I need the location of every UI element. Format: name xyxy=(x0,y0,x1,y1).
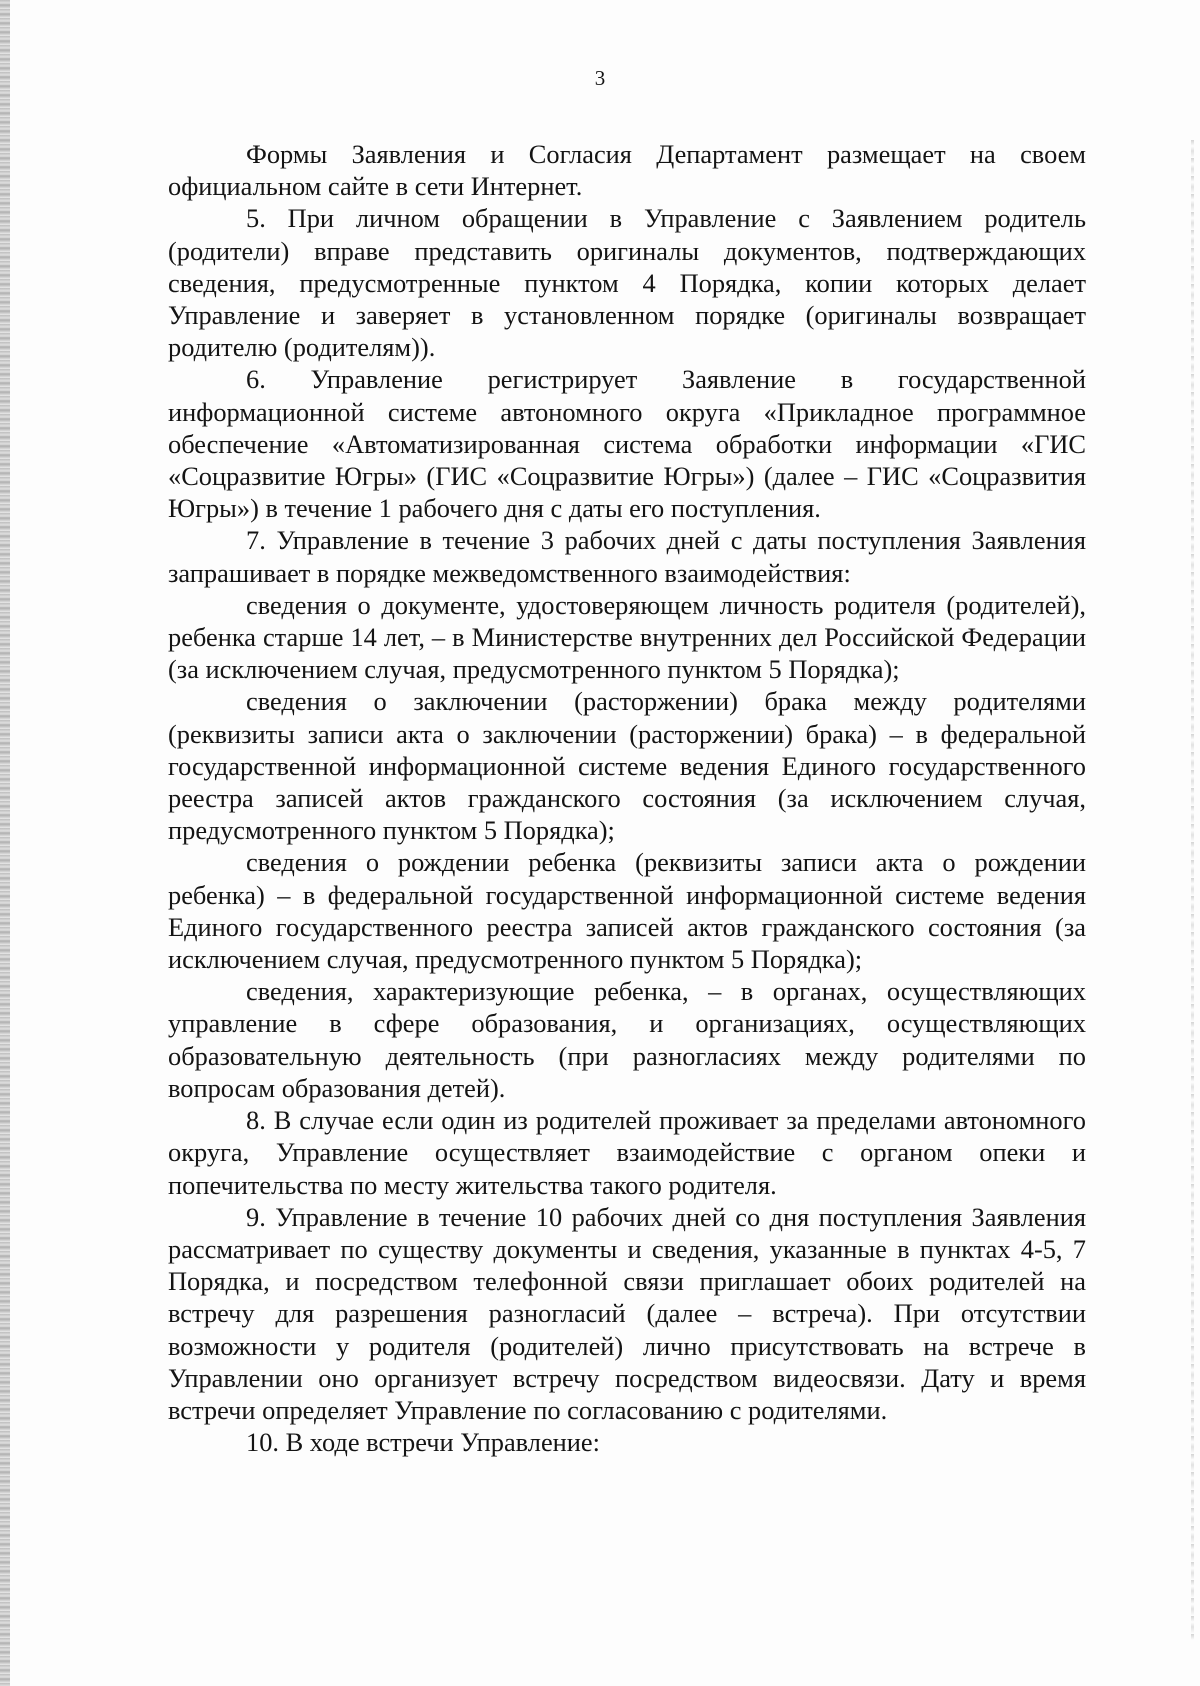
paragraph-item-7-education: сведения, характеризующие ребенка, – в органах, осуществляющих управление в сфере образования, и организациях, осуществляющих образовательную деятельность (при разногласиях между родителями по вопросам образования детей). xyxy=(168,976,1086,1103)
paragraph-forms-publication: Формы Заявления и Согласия Департамент размещает на своем официальном сайте в сети Интернет. xyxy=(168,139,1086,202)
scan-edge-left xyxy=(0,0,10,1686)
document-body xyxy=(168,138,1086,1458)
paragraph-item-7-birth: сведения о рождении ребенка (реквизиты записи акта о рождении ребенка) – в федеральной государственной информационной системе ведения Единого государственного реестра записей актов гражданского состояния (за исключением случая, предусмотренного пунктом 5 Порядка); xyxy=(168,847,1086,975)
paragraph-item-7: 7. Управление в течение 3 рабочих дней с даты поступления Заявления запрашивает в порядке межведомственного взаимодействия: xyxy=(168,525,1086,588)
scan-edge-right xyxy=(1191,140,1194,1640)
paragraph-item-8: 8. В случае если один из родителей проживает за пределами автономного округа, Управление осуществляет взаимодействие с органом опеки и попечительства по месту жительства такого родителя. xyxy=(168,1105,1086,1200)
page-number: 3 xyxy=(594,66,606,90)
paragraph-item-6: 6. Управление регистрирует Заявление в государственной информационной системе автономного округа «Прикладное программное обеспечение «Автоматизированная система обработки информации «ГИС «Соцразвитие Югры» (ГИС «Соцразвитие Югры») (далее – ГИС «Соцразвития Югры») в течение 1 рабочего дня с даты его поступления. xyxy=(168,364,1086,524)
paragraph-item-10: 10. В ходе встречи Управление: xyxy=(246,1427,600,1458)
paragraph-item-7-marriage: сведения о заключении (расторжении) брака между родителями (реквизиты записи акта о заключении (расторжении) брака) – в федеральной государственной информационной системе ведения Единого государственного реестра записей актов гражданского состояния (за исключением случая, предусмотренного пунктом 5 Порядка); xyxy=(168,686,1086,846)
paragraph-item-9: 9. Управление в течение 10 рабочих дней со дня поступления Заявления рассматривает по существу документы и сведения, указанные в пунктах 4-5, 7 Порядка, и посредством телефонной связи приглашает обоих родителей на встречу для разрешения разногласий (далее – встреча). При отсутствии возможности у родителя (родителей) лично присутствовать на встрече в Управлении оно организует встречу посредством видеосвязи. Дату и время встречи определяет Управление по согласованию с родителями. xyxy=(168,1201,1086,1425)
paragraph-item-5: 5. При личном обращении в Управление с Заявлением родитель (родители) вправе представить оригиналы документов, подтверждающих сведения, предусмотренные пунктом 4 Порядка, копии которых делает Управление и заверяет в установленном порядке (оригиналы возвращает родителю (родителям)). xyxy=(168,203,1086,363)
paragraph-item-7-identity: сведения о документе, удостоверяющем личность родителя (родителей), ребенка старше 14 лет, – в Министерстве внутренних дел Российской Федерации (за исключением случая, предусмотренного пунктом 5 Порядка); xyxy=(168,589,1086,685)
